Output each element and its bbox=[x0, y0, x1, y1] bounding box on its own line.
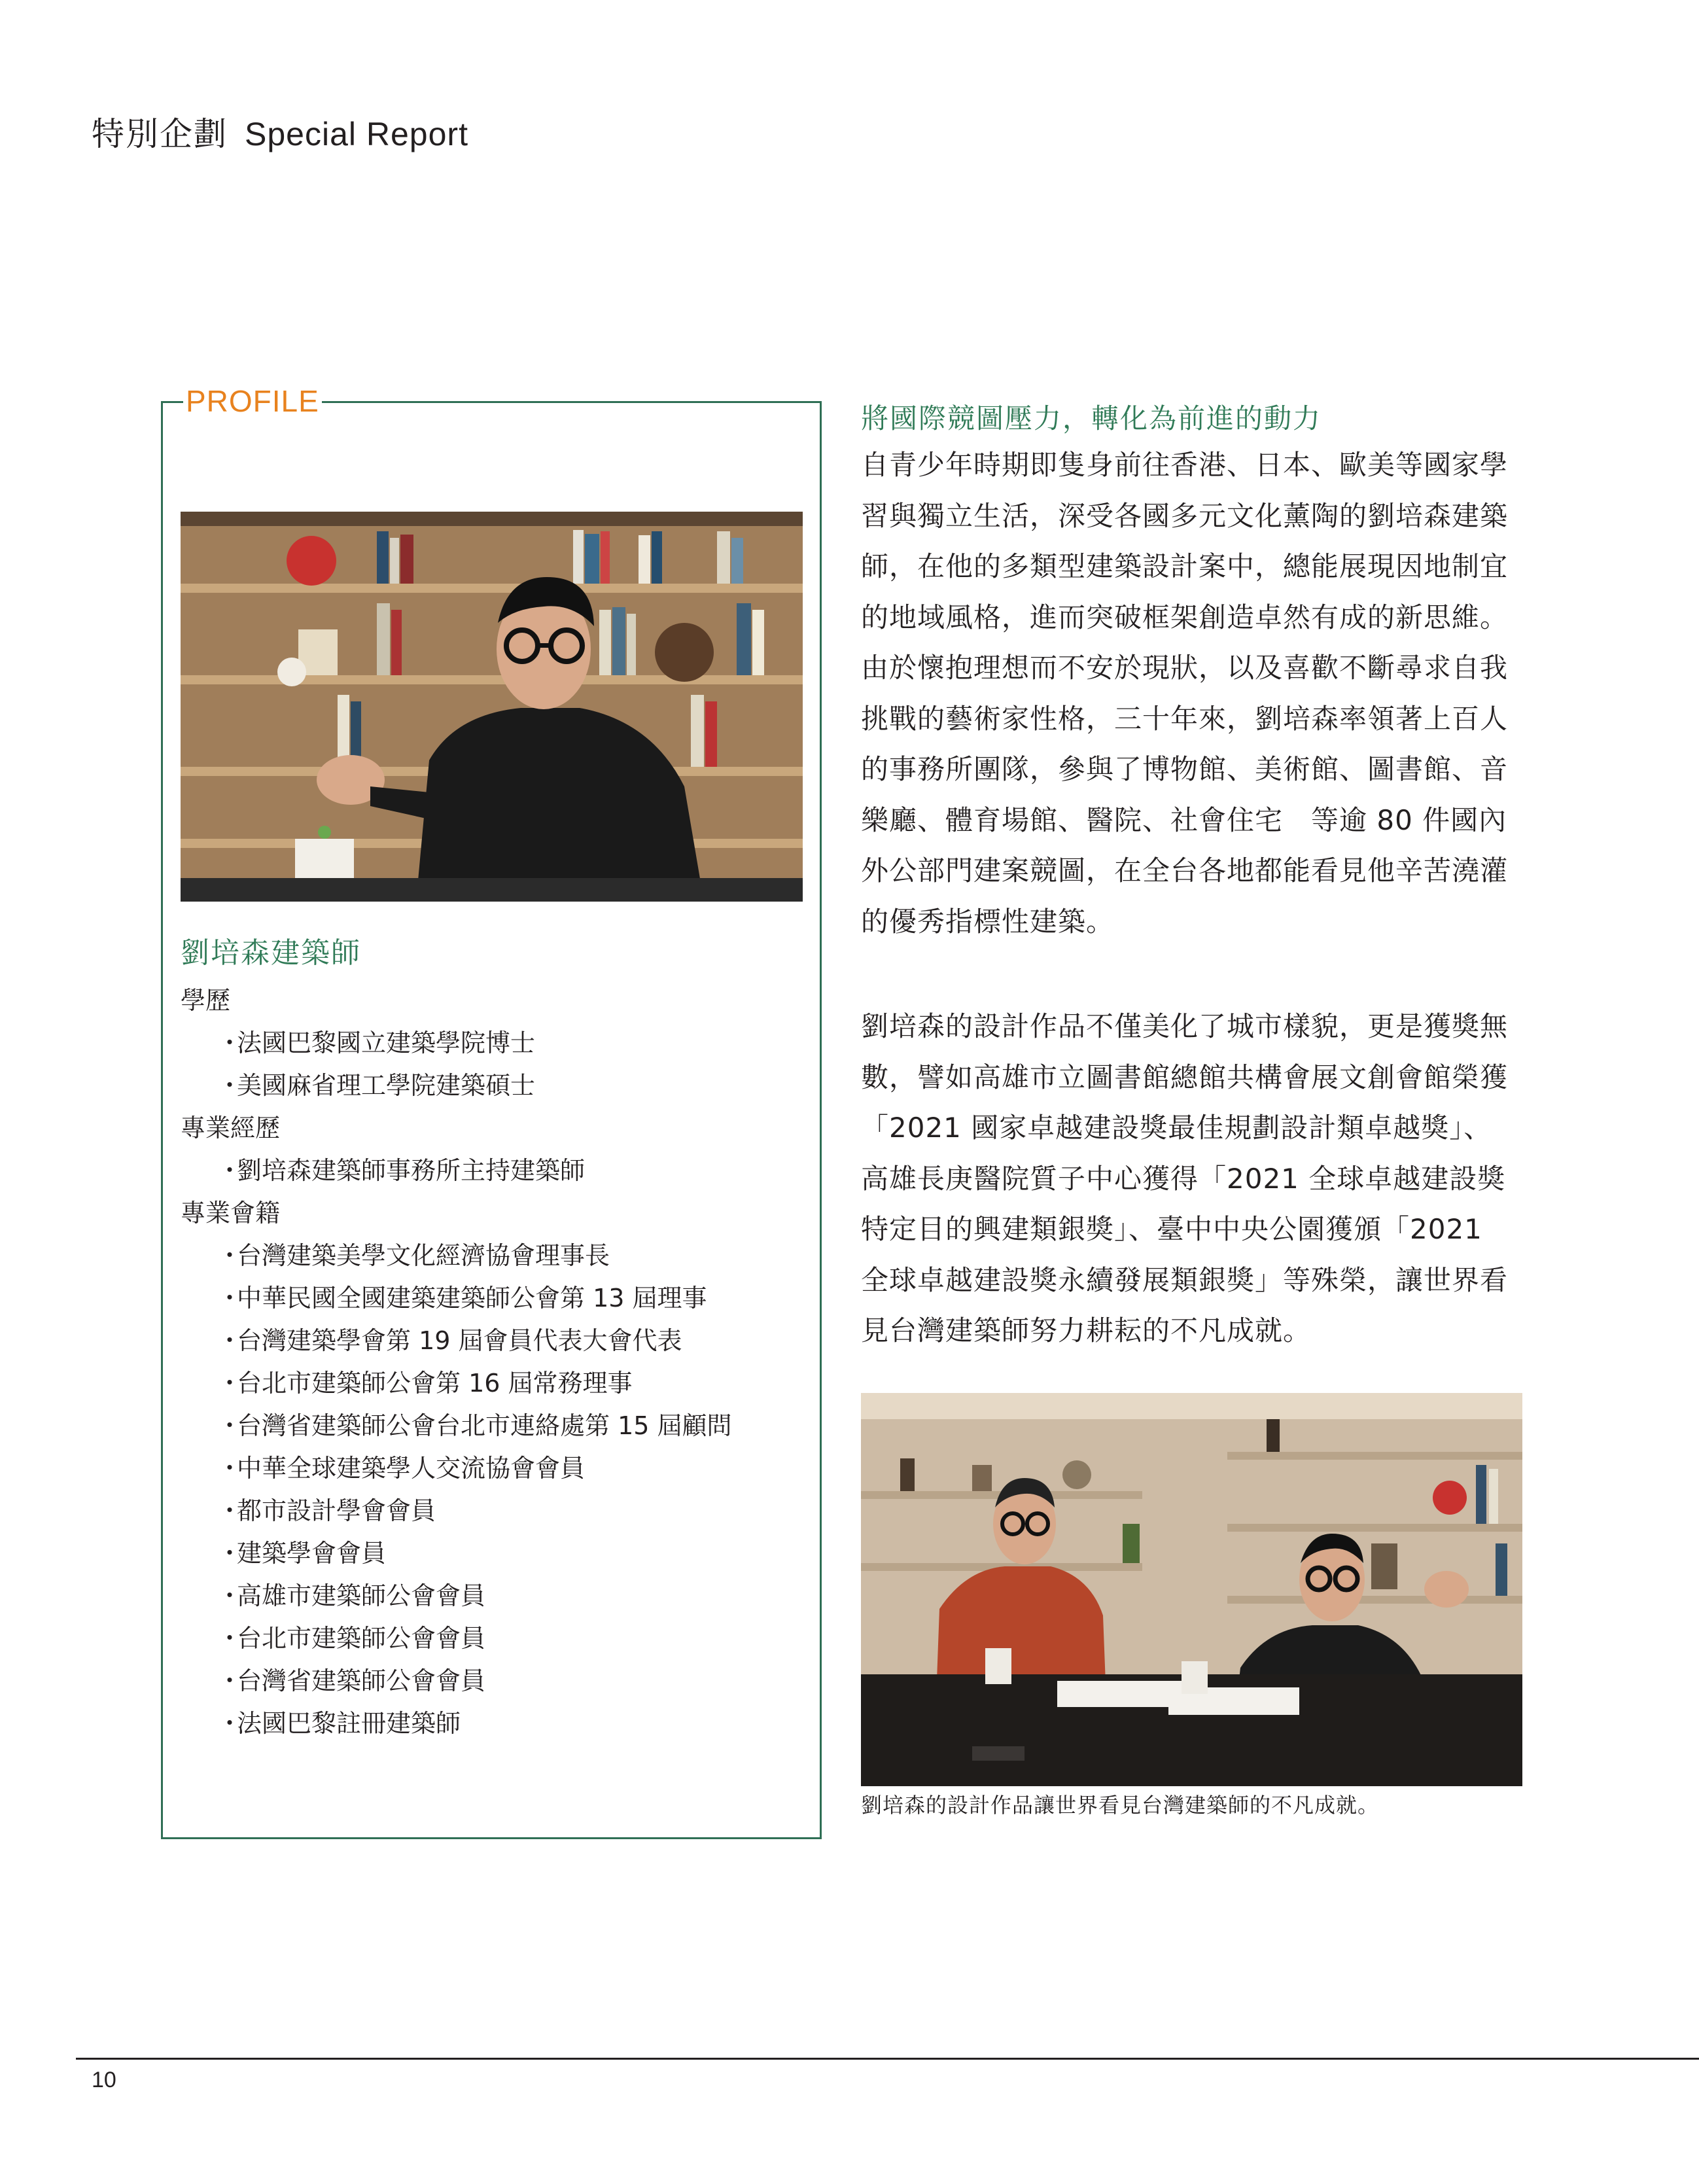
paragraph-line: 的優秀指標性建築。 bbox=[861, 905, 1115, 938]
page-number: 10 bbox=[92, 2068, 116, 2092]
paragraph-line: 習與獨立生活，深受各國多元文化薰陶的劉培森建築 bbox=[861, 499, 1509, 532]
paragraph-line: 外公部門建案競圖，在全台各地都能看見他辛苦澆灌 bbox=[861, 854, 1509, 887]
paragraph-line: 樂廳、體育場館、醫院、社會住宅 等逾 80 件國內 bbox=[861, 803, 1507, 836]
profile-credentials-list bbox=[181, 979, 796, 1745]
paragraph-line: 由於懷抱理想而不安於現狀，以及喜歡不斷尋求自我 bbox=[861, 652, 1509, 684]
meeting-photo bbox=[861, 1393, 1522, 1786]
membership-item: ・台灣省建築師公會會員 bbox=[217, 1666, 486, 1695]
membership-item: ・台北市建築師公會會員 bbox=[217, 1624, 486, 1653]
profile-name: 劉培森建築師 bbox=[181, 936, 361, 970]
membership-item: ・台灣省建築師公會台北市連絡處第 15 屆顧問 bbox=[217, 1411, 732, 1440]
paragraph-line: 挑戰的藝術家性格，三十年來，劉培森率領著上百人 bbox=[861, 702, 1509, 735]
article-paragraph-2 bbox=[861, 1001, 1528, 1356]
article-paragraph-1 bbox=[861, 440, 1528, 947]
membership-heading: 專業會籍 bbox=[181, 1199, 281, 1227]
paragraph-line: 師，在他的多類型建築設計案中，總能展現因地制宜 bbox=[861, 550, 1509, 582]
experience-heading: 專業經歷 bbox=[181, 1114, 281, 1142]
education-item: ・法國巴黎國立建築學院博士 bbox=[217, 1029, 536, 1057]
paragraph-line: 見台灣建築師努力耕耘的不凡成就。 bbox=[861, 1314, 1312, 1347]
meeting-photo-caption: 劉培森的設計作品讓世界看見台灣建築師的不凡成就。 bbox=[861, 1793, 1380, 1818]
paragraph-line: 劉培森的設計作品不僅美化了城市樣貌，更是獲獎無 bbox=[861, 1010, 1509, 1042]
membership-item: ・台灣建築學會第 19 屆會員代表大會代表 bbox=[217, 1326, 682, 1355]
article-heading: 將國際競圖壓力，轉化為前進的動力 bbox=[861, 402, 1322, 434]
experience-item: ・劉培森建築師事務所主持建築師 bbox=[217, 1156, 586, 1185]
paragraph-line: 全球卓越建設獎永續發展類銀獎」等殊榮，讓世界看 bbox=[861, 1263, 1509, 1296]
profile-label: PROFILE bbox=[183, 385, 322, 417]
paragraph-line: 數，譬如高雄市立圖書館總館共構會展文創會館榮獲 bbox=[861, 1061, 1509, 1093]
page-header-title bbox=[92, 108, 468, 155]
footer-divider bbox=[76, 2058, 1699, 2060]
membership-item: ・中華全球建築學人交流協會會員 bbox=[217, 1454, 586, 1483]
membership-item: ・法國巴黎註冊建築師 bbox=[217, 1709, 461, 1738]
membership-item: ・建築學會會員 bbox=[217, 1539, 387, 1568]
header-title-chinese: 特別企劃 bbox=[92, 115, 228, 153]
education-item: ・美國麻省理工學院建築碩士 bbox=[217, 1071, 536, 1100]
paragraph-line: 的事務所團隊，參與了博物館、美術館、圖書館、音 bbox=[861, 753, 1509, 785]
paragraph-line: 「2021 國家卓越建設獎最佳規劃設計類卓越獎」、 bbox=[861, 1112, 1492, 1144]
paragraph-line: 自青少年時期即隻身前往香港、日本、歐美等國家學 bbox=[861, 449, 1509, 481]
membership-item: ・台北市建築師公會第 16 屆常務理事 bbox=[217, 1369, 633, 1398]
paragraph-line: 高雄長庚醫院質子中心獲得「2021 全球卓越建設獎 bbox=[861, 1162, 1506, 1195]
membership-item: ・高雄市建築師公會會員 bbox=[217, 1581, 486, 1610]
paragraph-line: 的地域風格，進而突破框架創造卓然有成的新思維。 bbox=[861, 601, 1509, 633]
architect-portrait-photo bbox=[181, 512, 803, 902]
membership-item: ・台灣建築美學文化經濟協會理事長 bbox=[217, 1241, 610, 1270]
education-heading: 學歷 bbox=[181, 986, 231, 1015]
header-title-english: Special Report bbox=[245, 116, 468, 152]
membership-item: ・中華民國全國建築建築師公會第 13 屆理事 bbox=[217, 1284, 707, 1312]
membership-item: ・都市設計學會會員 bbox=[217, 1496, 436, 1525]
paragraph-line: 特定目的興建類銀獎」、臺中中央公園獲頒「2021 bbox=[861, 1213, 1482, 1245]
